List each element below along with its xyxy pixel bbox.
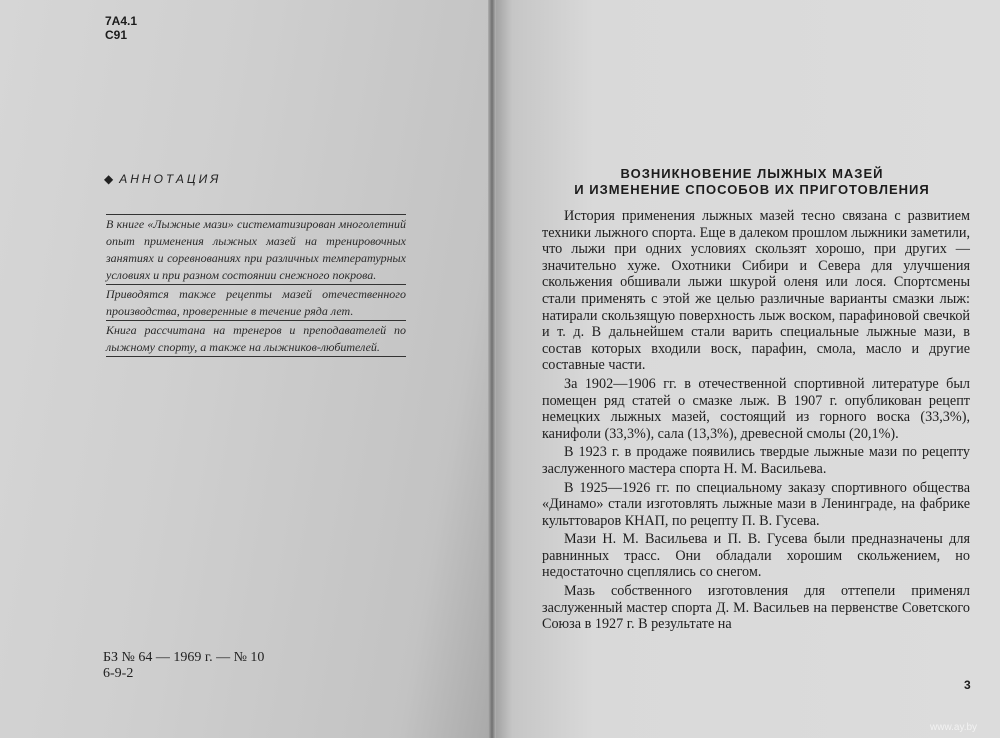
body-paragraph-3: В 1923 г. в продаже появились твердые лыжные мази по рецепту заслуженного мастера спорта Н. М. Васильева. [542, 444, 970, 477]
body-paragraph-1: История применения лыжных мазей тесно связана с развитием техники лыжного спорта. Еще в далеком прошлом лыжники заметили, что лыжи при одних условиях скользят хорошо, при других — значительно хуже. Охотники Сибири и Севера для улучшения скольжения обшивали лыжи шкурой оленя или лося. Спортсмены стали применять с этой же целью различные варианты смазки лыж: натирали скользящую поверхность лыж воском, парафиновой свечкой и т. д. В дальнейшем стали варить специальные лыжные мази, в состав которых входили воск, парафин, смола, масло и другие составные части. [542, 208, 970, 374]
body-paragraph-2: За 1902—1906 гг. в отечественной спортивной литературе был помещен ряд статей о смазке лыж. В 1907 г. опубликован рецепт немецких лыжных мазей, состоящий из горного воска (33,3%), канифоли (33,3%), сала (13,3%), древесной смолы (20,1%). [542, 375, 970, 442]
imprint [103, 650, 264, 682]
watermark: www.ay.by [930, 722, 978, 733]
left-page [0, 0, 492, 738]
book-gutter [488, 0, 496, 738]
page-number: 3 [964, 678, 971, 692]
annotation-paragraph-2: Приводятся также рецепты мазей отечественного производства, проверенные в течение ряда лет. [106, 285, 406, 321]
imprint-line-2: 6-9-2 [103, 666, 134, 681]
body-paragraph-6: Мазь собственного изготовления для оттепели применял заслуженный мастер спорта Д. М. Васильев на первенстве Советского Союза в 1927 г. В результате на [542, 583, 970, 633]
class-code-line-2: С91 [105, 28, 128, 42]
annotation-paragraph-1: В книге «Лыжные мази» систематизирован многолетний опыт применения лыжных мазей на тренировочных занятиях и соревнованиях при различных температурных условиях и при разном состоянии снежного покрова. [106, 215, 406, 285]
chapter-title-line-2: И ИЗМЕНЕНИЕ СПОСОБОВ ИХ ПРИГОТОВЛЕНИЯ [574, 182, 930, 197]
annotation-text [106, 214, 406, 357]
chapter-body [542, 208, 970, 635]
body-paragraph-5: Мази Н. М. Васильева и П. В. Гусева были предназначены для равнинных трасс. Они обладали хорошим скольжением, но недостаточно сцеплялись со снегом. [542, 531, 970, 581]
annotation-heading [104, 172, 221, 186]
body-paragraph-4: В 1925—1926 гг. по специальному заказу спортивного общества «Динамо» стали изготовлять лыжные мази в Ленинграде, на фабрике культтоваров КНАП, по рецепту П. В. Гусева. [542, 479, 970, 529]
imprint-line-1: БЗ № 64 — 1969 г. — № 10 [103, 650, 265, 665]
annotation-heading-text: АННОТАЦИЯ [119, 172, 222, 186]
class-code-line-1: 7А4.1 [105, 14, 138, 28]
chapter-title [542, 166, 962, 198]
diamond-icon: ◆ [104, 172, 114, 186]
classification-code [105, 14, 137, 42]
annotation-paragraph-3: Книга рассчитана на тренеров и преподавателей по лыжному спорту, а также на лыжников-любителей. [106, 321, 406, 357]
chapter-title-line-1: ВОЗНИКНОВЕНИЕ ЛЫЖНЫХ МАЗЕЙ [620, 166, 884, 181]
